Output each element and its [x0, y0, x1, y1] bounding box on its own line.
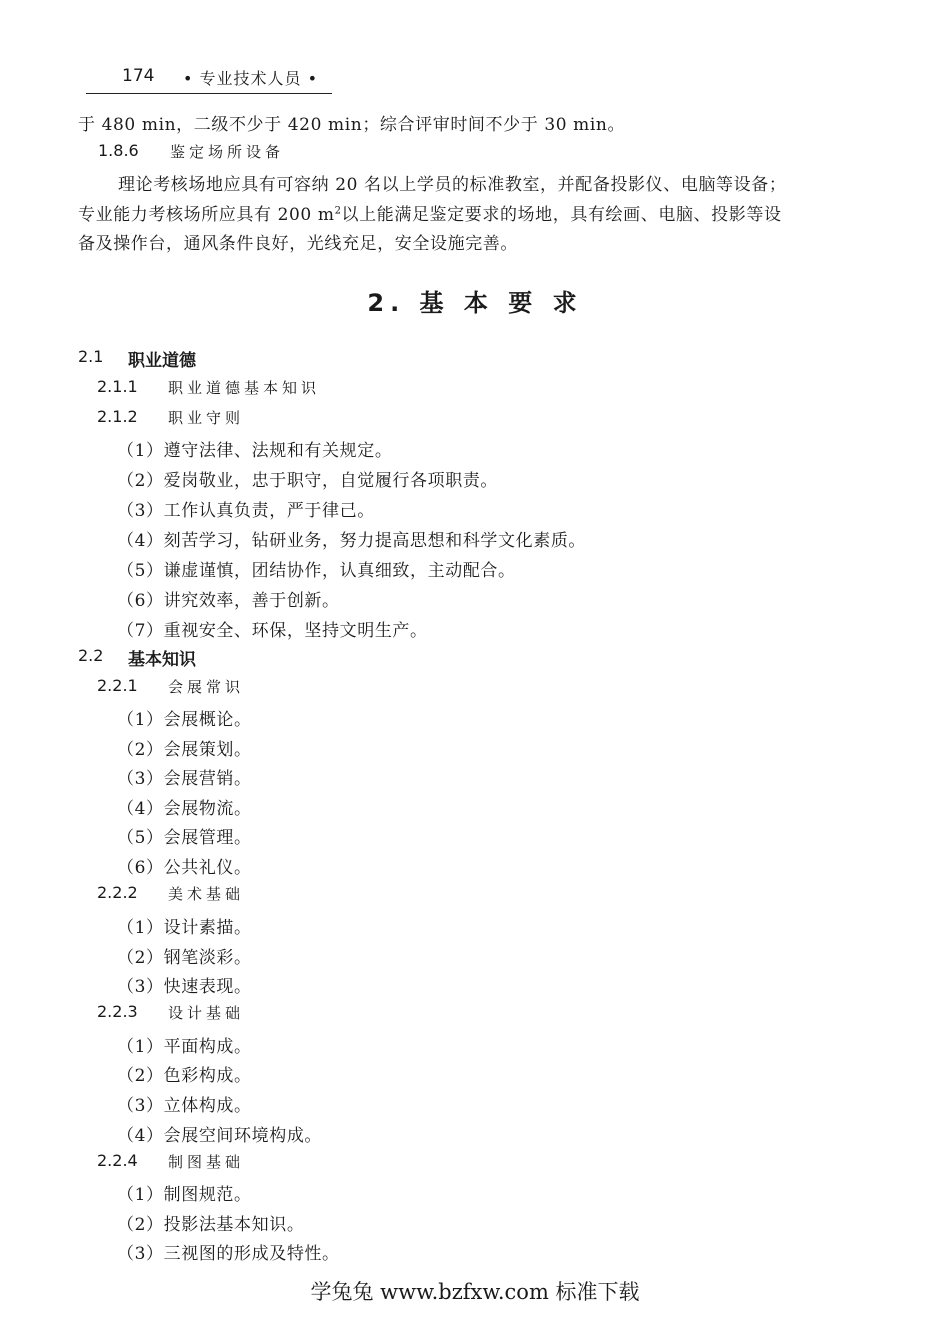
list-item: （3）快速表现。: [117, 977, 252, 997]
section-2-2-1-number: 2.2.1: [97, 676, 138, 695]
section-2-1-title: 职业道德: [128, 351, 196, 371]
section-2-2-3-title: 设计基础: [168, 1004, 245, 1022]
list-item: （2）钢笔淡彩。: [117, 948, 252, 968]
list-item: （4）会展空间环境构成。: [117, 1126, 323, 1146]
section-2-2-number: 2.2: [78, 646, 104, 665]
section-2-2-4-title: 制图基础: [168, 1153, 245, 1171]
running-title: • 专业技术人员 •: [183, 69, 319, 88]
list-item: （1）平面构成。: [117, 1037, 252, 1057]
section-2-2-4-number: 2.2.4: [97, 1151, 138, 1170]
list-item: （5）会展管理。: [117, 828, 252, 848]
paragraph-text: 专业能力考核场所应具有 200 m: [78, 205, 335, 225]
section-1-8-6-number: 1.8.6: [98, 141, 139, 160]
section-2-1-1-title: 职业道德基本知识: [168, 379, 321, 397]
list-item: （6）讲究效率，善于创新。: [117, 591, 340, 611]
section-2-2-1-title: 会展常识: [168, 678, 245, 696]
paragraph-line: 备及操作台，通风条件良好，光线充足，安全设施完善。: [78, 234, 518, 254]
continuation-line: 于 480 min，二级不少于 420 min；综合评审时间不少于 30 min。: [78, 115, 626, 135]
list-item: （2）会展策划。: [117, 740, 252, 760]
list-item: （3）三视图的形成及特性。: [117, 1244, 340, 1264]
section-2-2-2-title: 美术基础: [168, 885, 245, 903]
section-2-2-3-number: 2.2.3: [97, 1002, 138, 1021]
list-item: （7）重视安全、环保，坚持文明生产。: [117, 621, 428, 641]
list-item: （3）立体构成。: [117, 1096, 252, 1116]
section-2-1-2-title: 职业守则: [168, 409, 245, 427]
chapter-title: 2. 基 本 要 求: [367, 289, 583, 317]
paragraph-text: 以上能满足鉴定要求的场地，具有绘画、电脑、投影等设: [341, 205, 782, 225]
section-2-2-title: 基本知识: [128, 650, 196, 670]
list-item: （6）公共礼仪。: [117, 858, 252, 878]
section-2-2-2-number: 2.2.2: [97, 883, 138, 902]
header-rule: [86, 93, 332, 94]
list-item: （1）会展概论。: [117, 710, 252, 730]
list-item: （4）会展物流。: [117, 799, 252, 819]
list-item: （1）设计素描。: [117, 918, 252, 938]
section-2-1-1-number: 2.1.1: [97, 377, 138, 396]
footer-source-link[interactable]: 学兔兔 www.bzfxw.com 标准下载: [310, 1280, 640, 1304]
page-number: 174: [122, 66, 155, 86]
section-1-8-6-title: 鉴定场所设备: [170, 143, 285, 161]
list-item: （3）会展营销。: [117, 769, 252, 789]
list-item: （2）色彩构成。: [117, 1066, 252, 1086]
list-item: （1）制图规范。: [117, 1185, 252, 1205]
list-item: （1）遵守法律、法规和有关规定。: [117, 441, 393, 461]
section-2-1-number: 2.1: [78, 347, 104, 366]
list-item: （3）工作认真负责，严于律己。: [117, 501, 375, 521]
list-item: （2）投影法基本知识。: [117, 1215, 305, 1235]
section-2-1-2-number: 2.1.2: [97, 407, 138, 426]
list-item: （2）爱岗敬业，忠于职守，自觉履行各项职责。: [117, 471, 499, 491]
superscript: 2: [334, 205, 342, 217]
paragraph-line: 理论考核场地应具有可容纳 20 名以上学员的标准教室，并配备投影仪、电脑等设备；: [118, 175, 787, 195]
paragraph-line: [78, 200, 782, 225]
list-item: （4）刻苦学习，钻研业务，努力提高思想和科学文化素质。: [117, 531, 587, 551]
list-item: （5）谦虚谨慎，团结协作，认真细致，主动配合。: [117, 561, 516, 581]
